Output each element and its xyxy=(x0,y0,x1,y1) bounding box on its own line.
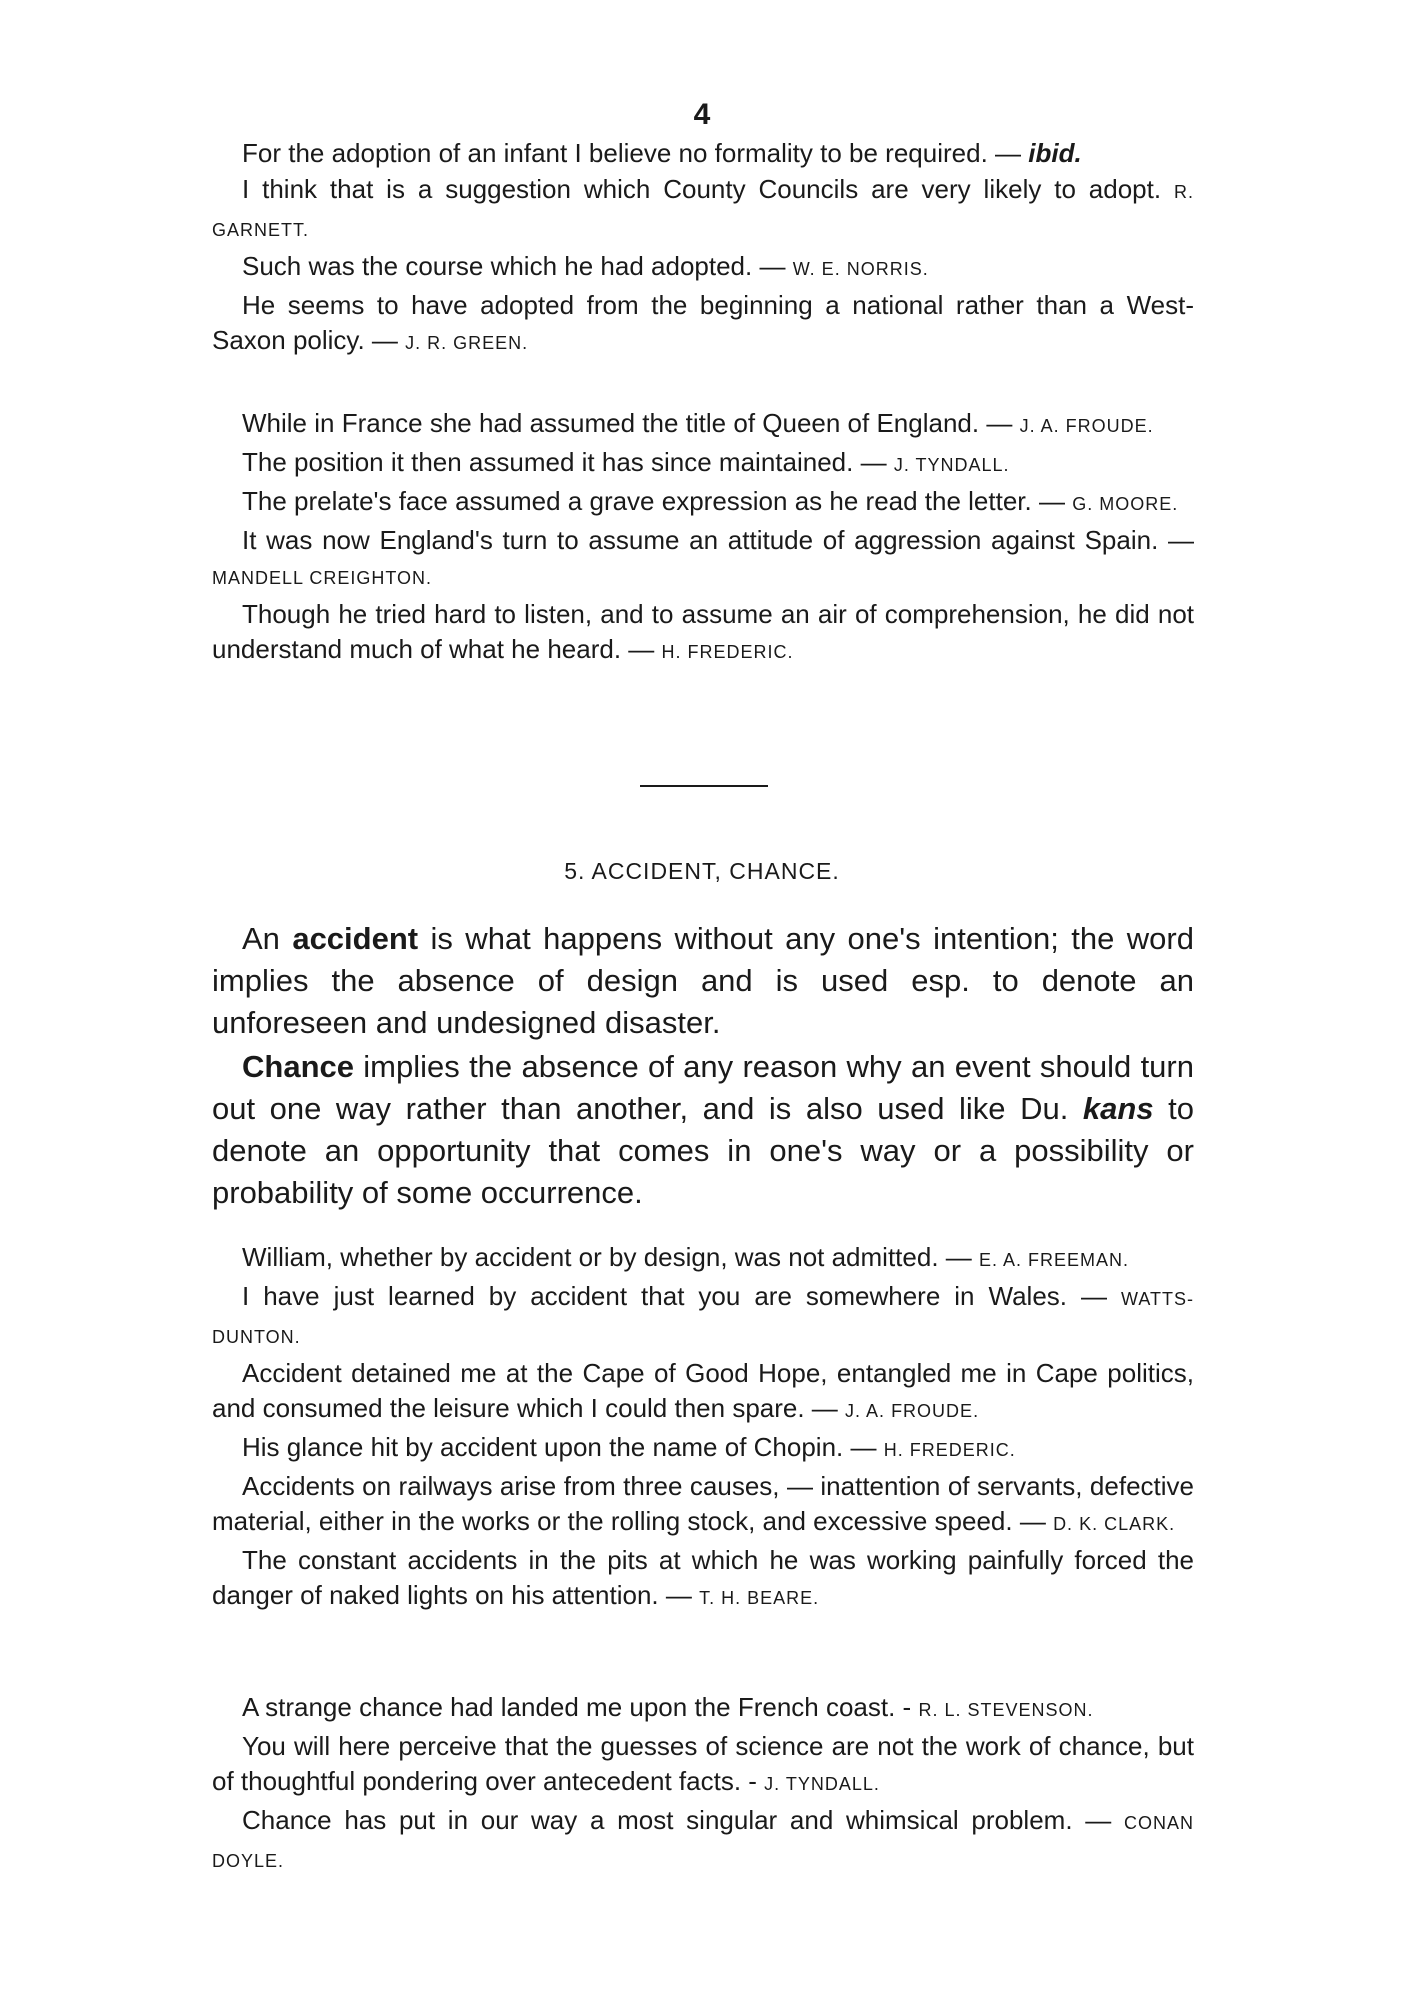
assume-quotes xyxy=(212,406,1194,671)
quote: It was now England's turn to assume an attitude of aggression against Spain. — MANDELL CREIGHTON. xyxy=(212,525,1194,588)
quote-source: WATTS-DUNTON. xyxy=(212,1289,1194,1347)
quote-source: CONAN DOYLE. xyxy=(212,1813,1194,1871)
term-chance: Chance xyxy=(242,1049,354,1084)
quote-source: H. FREDERIC. xyxy=(661,642,794,662)
quote: Accident detained me at the Cape of Good Hope, entangled me in Cape politics, and consumed the leisure which I could then spare. — J. A. FROUDE. xyxy=(212,1358,1194,1423)
adopt-quotes xyxy=(212,136,1194,362)
foreign-word: kans xyxy=(1082,1091,1154,1126)
accident-quotes xyxy=(212,1240,1194,1617)
quote: A strange chance had landed me upon the French coast. - R. L. STEVENSON. xyxy=(242,1692,1094,1722)
chance-definition: Chance implies the absence of any reason why an event should turn out one way rather than another, and is also used like Du. kans to denote an opportunity that comes in one's way or a possibility or probability of some occurrence. xyxy=(212,1049,1194,1210)
quote: Chance has put in our way a most singular and whimsical problem. — CONAN DOYLE. xyxy=(212,1805,1194,1871)
section-divider xyxy=(640,785,768,787)
quote-source: R. GARNETT. xyxy=(212,182,1194,240)
quote-source: W. E. NORRIS. xyxy=(792,259,929,279)
quote-source: J. A. FROUDE. xyxy=(845,1401,980,1421)
quote-source: J. TYNDALL. xyxy=(893,455,1010,475)
quote-source: MANDELL CREIGHTON. xyxy=(212,568,433,588)
quote: Such was the course which he had adopted. — W. E. NORRIS. xyxy=(242,251,929,281)
quote-source: D. K. CLARK. xyxy=(1053,1514,1176,1534)
quote: His glance hit by accident upon the name of Chopin. — H. FREDERIC. xyxy=(242,1432,1016,1462)
quote: Though he tried hard to listen, and to assume an air of comprehension, he did not understand much of what he heard. — H. FREDERIC. xyxy=(212,599,1194,664)
quote: You will here perceive that the guesses of science are not the work of chance, but of thoughtful pondering over antecedent facts. - J. TYNDALL. xyxy=(212,1731,1194,1796)
quote: I have just learned by accident that you are somewhere in Wales. — WATTS-DUNTON. xyxy=(212,1281,1194,1347)
chance-quotes xyxy=(212,1690,1194,1880)
quote: The constant accidents in the pits at which he was working painfully forced the danger of naked lights on his attention. — T. H. BEARE. xyxy=(212,1545,1194,1610)
quote: The prelate's face assumed a grave expression as he read the letter. — G. MOORE. xyxy=(242,486,1179,516)
quote: While in France she had assumed the title of Queen of England. — J. A. FROUDE. xyxy=(242,408,1154,438)
quote: For the adoption of an infant I believe no formality to be required. — ibid. xyxy=(242,138,1082,168)
quote: I think that is a suggestion which County Councils are very likely to adopt. R. GARNETT. xyxy=(212,174,1194,240)
quote-source: E. A. FREEMAN. xyxy=(979,1250,1130,1270)
accident-definition: An accident is what happens without any one's intention; the word implies the absence of design and is used esp. to denote an unforeseen and undesigned disaster. xyxy=(212,921,1194,1040)
quote-source: J. R. GREEN. xyxy=(405,333,529,353)
quote-source: J. TYNDALL. xyxy=(764,1774,880,1794)
quote: William, whether by accident or by design, was not admitted. — E. A. FREEMAN. xyxy=(242,1242,1130,1272)
page-number: 4 xyxy=(693,98,711,131)
quote-source: R. L. STEVENSON. xyxy=(918,1700,1094,1720)
quote-source: H. FREDERIC. xyxy=(883,1440,1016,1460)
section-heading: 5. ACCIDENT, CHANCE. xyxy=(564,858,840,884)
quote: The position it then assumed it has since maintained. — J. TYNDALL. xyxy=(242,447,1010,477)
quote: He seems to have adopted from the beginning a national rather than a West-Saxon policy. — J. R. GREEN. xyxy=(212,290,1194,355)
quote-source: T. H. BEARE. xyxy=(699,1588,820,1608)
term-accident: accident xyxy=(292,921,419,956)
quote-source: ibid. xyxy=(1028,138,1082,168)
definitions xyxy=(212,918,1194,1216)
quote-source: J. A. FROUDE. xyxy=(1019,416,1154,436)
quote: Accidents on railways arise from three causes, — inattention of servants, defective material, either in the works or the rolling stock, and excessive speed. — D. K. CLARK. xyxy=(212,1471,1194,1536)
quote-source: G. MOORE. xyxy=(1072,494,1179,514)
